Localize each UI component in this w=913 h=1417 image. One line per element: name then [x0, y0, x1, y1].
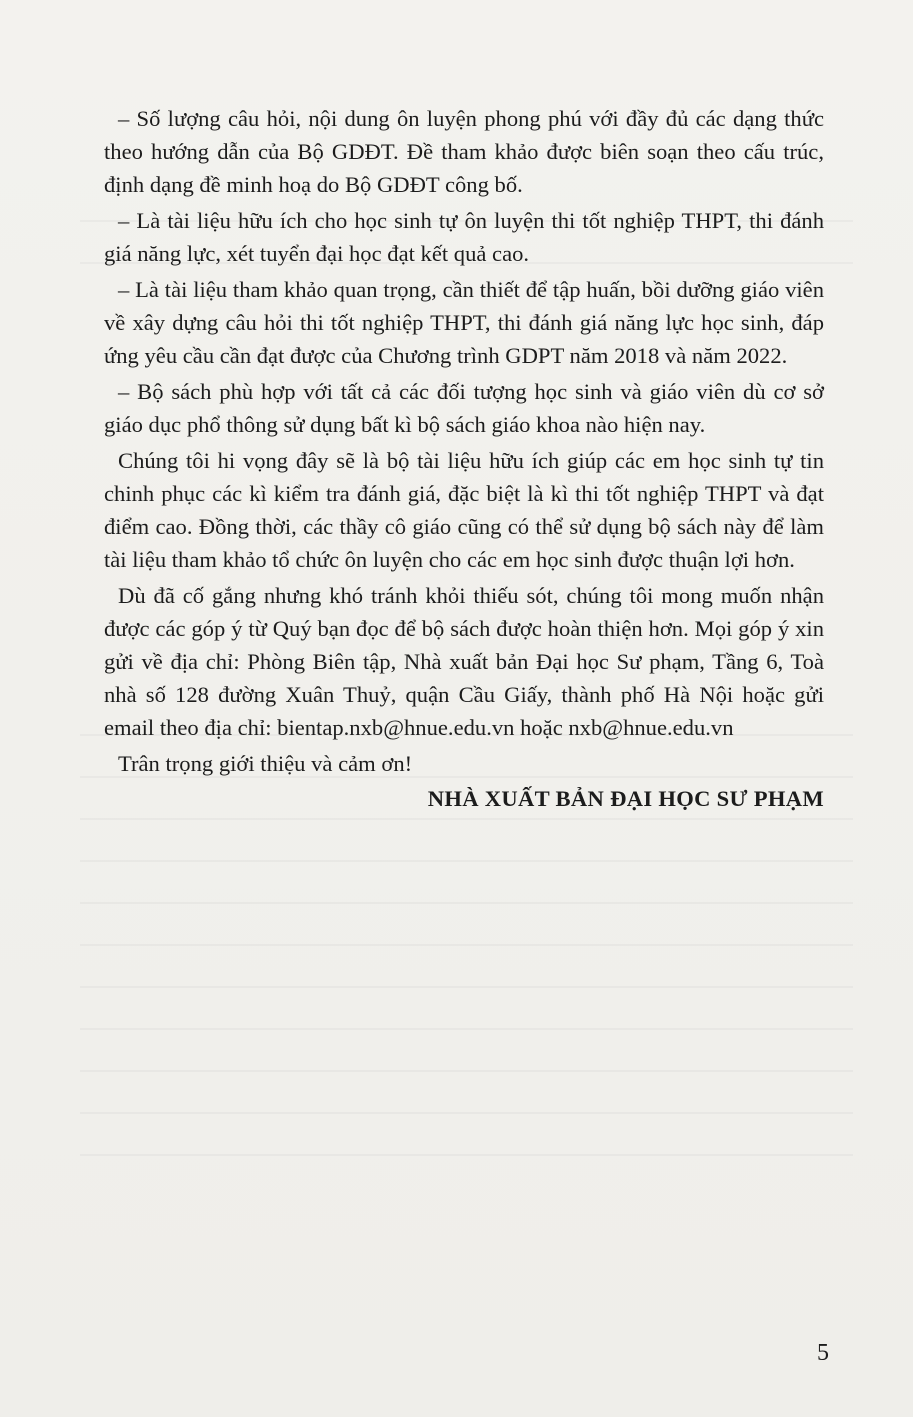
page-number: 5 — [817, 1340, 829, 1366]
paragraph-teacher-reference: – Là tài liệu tham khảo quan trọng, cần thiết để tập huấn, bồi dưỡng giáo viên về xây dựng câu hỏi thi tốt nghiệp THPT, thi đánh giá năng lực học sinh, đáp ứng yêu cầu cần đạt được của Chương trình GDPT năm 2018 và năm 2022. — [104, 277, 824, 368]
paragraph-question-variety: – Số lượng câu hỏi, nội dung ôn luyện phong phú với đầy đủ các dạng thức theo hướng dẫn của Bộ GDĐT. Đề tham khảo được biên soạn theo cấu trúc, định dạng đề minh hoạ do Bộ GDĐT công bố. — [104, 106, 824, 197]
paragraph-thanks: Trân trọng giới thiệu và cảm ơn! — [118, 751, 413, 776]
paragraph-suitability: – Bộ sách phù hợp với tất cả các đối tượng học sinh và giáo viên dù cơ sở giáo dục phổ thông sử dụng bất kì bộ sách giáo khoa nào hiện nay. — [104, 379, 824, 437]
paragraph-hope: Chúng tôi hi vọng đây sẽ là bộ tài liệu hữu ích giúp các em học sinh tự tin chinh phục các kì kiểm tra đánh giá, đặc biệt là kì thi tốt nghiệp THPT và đạt điểm cao. Đồng thời, các thầy cô giáo cũng có thể sử dụng bộ sách này để làm tài liệu tham khảo tổ chức ôn luyện cho các em học sinh được thuận lợi hơn. — [104, 448, 824, 572]
publisher-signature: NHÀ XUẤT BẢN ĐẠI HỌC SƯ PHẠM — [427, 786, 824, 811]
paragraph-feedback: Dù đã cố gắng nhưng khó tránh khỏi thiếu sót, chúng tôi mong muốn nhận được các góp ý từ Quý bạn đọc để bộ sách được hoàn thiện hơn. Mọi góp ý xin gửi về địa chỉ: Phòng Biên tập, Nhà xuất bản Đại học Sư phạm, Tầng 6, Toà nhà số 128 đường Xuân Thuỷ, quận Cầu Giấy, thành phố Hà Nội hoặc gửi email theo địa chỉ: bientap.nxb@hnue.edu.vn hoặc nxb@hnue.edu.vn — [104, 583, 824, 740]
paragraph-self-study: – Là tài liệu hữu ích cho học sinh tự ôn luyện thi tốt nghiệp THPT, thi đánh giá năng lực, xét tuyển đại học đạt kết quả cao. — [104, 208, 824, 266]
body-text — [104, 102, 824, 815]
